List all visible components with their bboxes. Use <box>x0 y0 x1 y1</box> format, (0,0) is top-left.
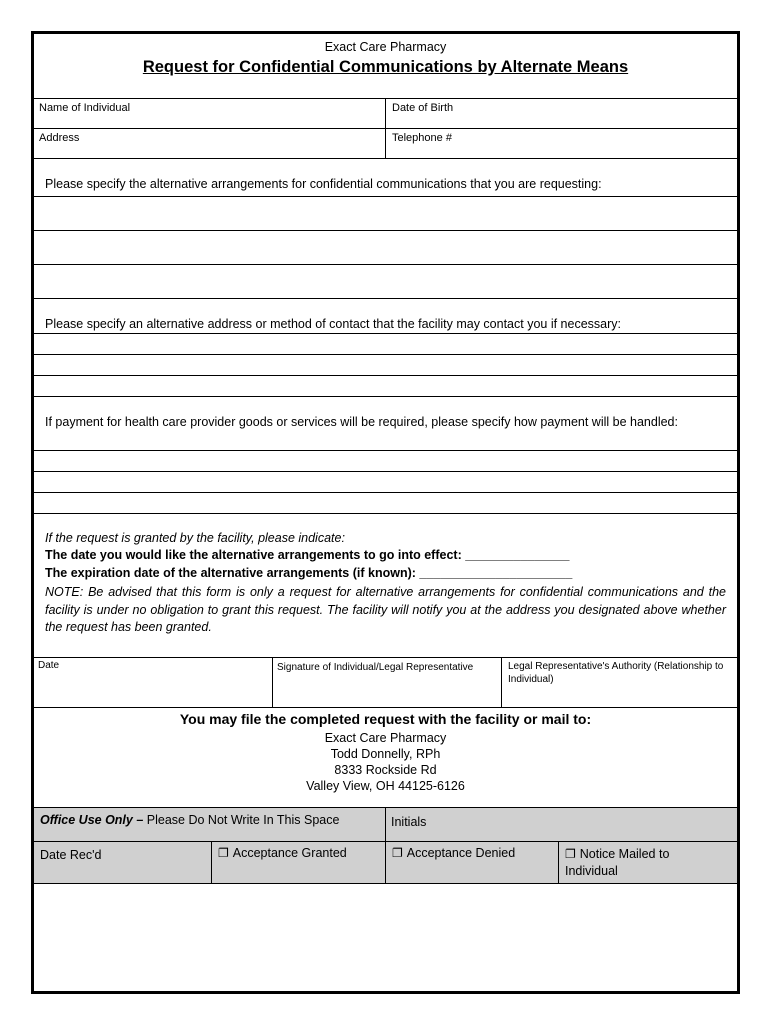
notice-mailed-option[interactable] <box>565 846 725 880</box>
name-field[interactable] <box>34 99 385 127</box>
signature-label: Signature of Individual/Legal Representative <box>277 662 474 673</box>
office-use-rest: Please Do Not Write In This Space <box>143 813 340 827</box>
divider <box>385 98 386 158</box>
phone-field-label: Telephone # <box>392 132 452 144</box>
payment-prompt: If payment for health care provider goods or services will be required, please specify how payment will be handled: <box>45 415 678 429</box>
mail-line-4: Valley View, OH 44125-6126 <box>306 779 465 793</box>
contact-line-2[interactable] <box>34 355 737 375</box>
phone-field[interactable] <box>386 129 737 157</box>
acceptance-granted-label: Acceptance Granted <box>232 846 347 860</box>
mail-line-1: Exact Care Pharmacy <box>324 731 447 745</box>
form-title: Request for Confidential Communications by Alternate Means <box>142 58 629 76</box>
arrangements-line-1[interactable] <box>34 197 737 230</box>
mail-line-2: Todd Donnelly, RPh <box>330 747 441 761</box>
divider <box>385 807 386 884</box>
mail-heading: You may file the completed request with the facility or mail to: <box>179 711 592 727</box>
divider <box>34 396 737 397</box>
divider <box>211 841 212 884</box>
authority-label: Legal Representative's Authority (Relationship to Individual) <box>508 661 724 685</box>
contact-line-3[interactable] <box>34 376 737 396</box>
arrangements-line-2[interactable] <box>34 231 737 264</box>
date-received-label: Date Rec'd <box>40 848 102 862</box>
office-use-label <box>40 813 339 827</box>
note-text: NOTE: Be advised that this form is only a request for alternative arrangements for confidential communications and the facility is under no obligation to grant this request. The facility will notify you at the address you designated above whether the request has been granted. <box>45 585 726 634</box>
notice-mailed-label: Notice Mailed to Individual <box>565 847 670 878</box>
acceptance-denied-option[interactable] <box>392 846 515 860</box>
checkbox-icon[interactable]: ❐ <box>392 846 403 860</box>
office-use-bold: Office Use Only – <box>40 813 144 827</box>
address-field[interactable] <box>34 129 385 157</box>
arrangements-line-3[interactable] <box>34 265 737 298</box>
org-name: Exact Care Pharmacy <box>324 40 447 54</box>
name-field-label: Name of Individual <box>39 102 131 114</box>
initials-label: Initials <box>391 815 427 829</box>
divider <box>34 513 737 514</box>
expiration-date-line[interactable]: The expiration date of the alternative arrangements (if known): ______________________ <box>45 566 573 580</box>
divider <box>34 298 737 299</box>
acceptance-denied-label: Acceptance Denied <box>406 846 516 860</box>
mail-line-3: 8333 Rockside Rd <box>334 763 437 777</box>
date-label: Date <box>38 660 60 671</box>
effective-date-line[interactable]: The date you would like the alternative arrangements to go into effect: _______________ <box>45 548 570 562</box>
date-field[interactable] <box>34 658 272 706</box>
divider <box>558 841 559 884</box>
acceptance-granted-option[interactable] <box>218 846 347 860</box>
divider <box>272 657 273 707</box>
divider <box>501 657 502 707</box>
divider <box>34 707 737 708</box>
dob-field-label: Date of Birth <box>392 102 454 114</box>
authority-field[interactable] <box>502 658 737 706</box>
arrangements-prompt: Please specify the alternative arrangements for confidential communications that you are requesting: <box>45 177 602 191</box>
checkbox-icon[interactable]: ❐ <box>565 847 576 861</box>
signature-field[interactable] <box>273 658 501 706</box>
form-frame <box>31 31 740 994</box>
checkbox-icon[interactable]: ❐ <box>218 846 229 860</box>
contact-line-1[interactable] <box>34 334 737 354</box>
payment-line-3[interactable] <box>34 493 737 513</box>
dob-field[interactable] <box>386 99 737 127</box>
divider <box>34 158 737 159</box>
contact-prompt: Please specify an alternative address or method of contact that the facility may contact you if necessary: <box>45 317 621 331</box>
payment-line-2[interactable] <box>34 472 737 492</box>
grant-intro: If the request is granted by the facility, please indicate: <box>45 531 345 545</box>
address-field-label: Address <box>39 132 80 144</box>
payment-line-1[interactable] <box>34 451 737 471</box>
